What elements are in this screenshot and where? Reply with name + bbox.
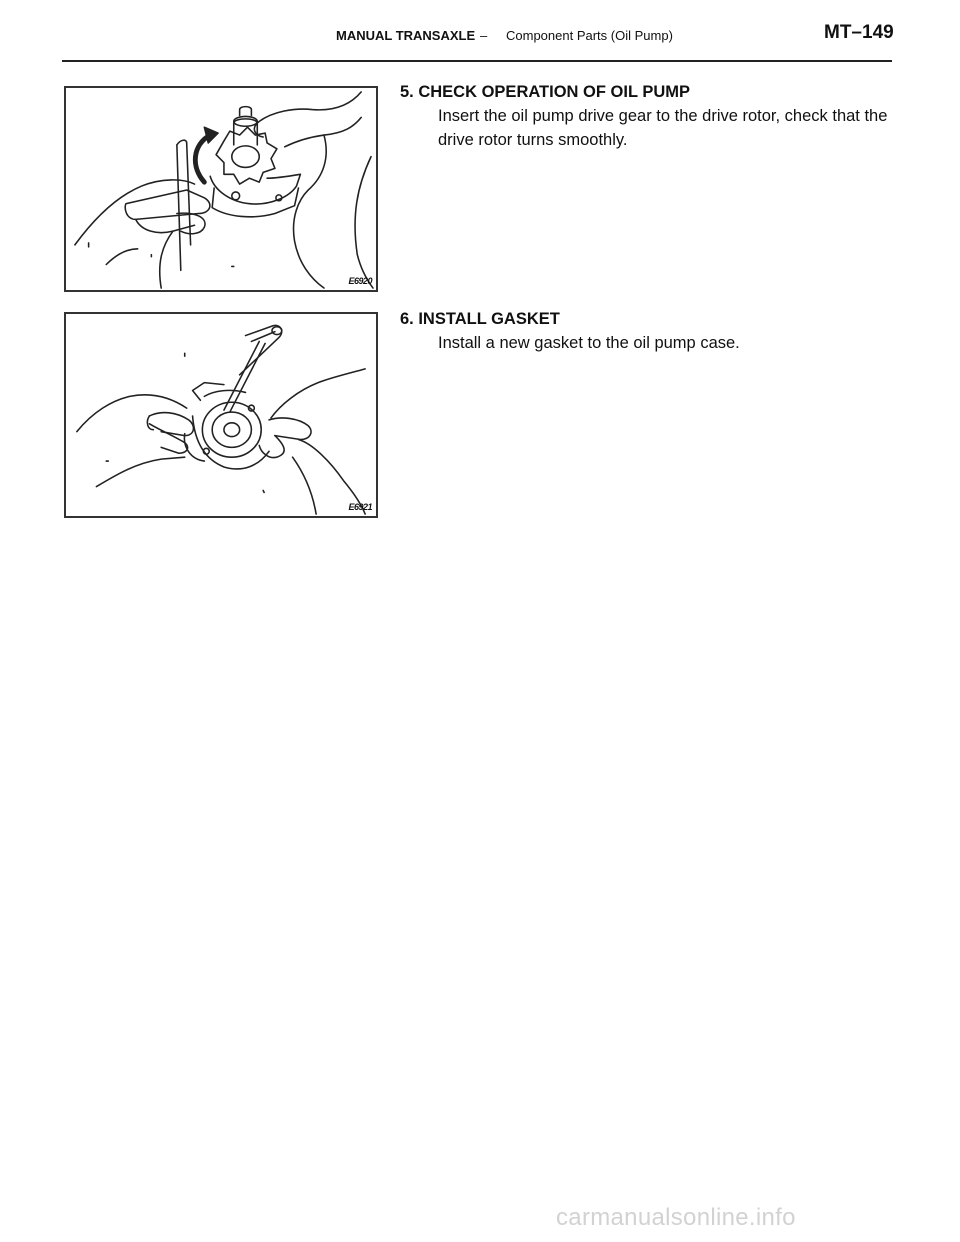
oil-pump-drive-gear-illustration: [66, 88, 376, 290]
step-install-gasket: [400, 307, 920, 355]
subsection-title: Component Parts (Oil Pump): [506, 28, 673, 43]
figure-code: E6921: [348, 502, 372, 512]
header-rule: [62, 60, 892, 62]
gasket-install-illustration: [66, 314, 376, 516]
step-title: 5. CHECK OPERATION OF OIL PUMP: [400, 83, 690, 101]
section-title: MANUAL TRANSAXLE: [336, 28, 476, 43]
step-check-oil-pump: [400, 80, 920, 152]
step-body: Install a new gasket to the oil pump case.: [438, 334, 740, 352]
header-separator: –: [480, 28, 488, 43]
step-title: 6. INSTALL GASKET: [400, 310, 560, 328]
step-body: Insert the oil pump drive gear to the drive rotor, check that the drive rotor turns smoothly.: [438, 107, 888, 149]
page-number: MT–149: [824, 22, 894, 43]
figure-install-gasket: [64, 312, 378, 518]
figure-oil-pump-operation: [64, 86, 378, 292]
figure-code: E6920: [348, 276, 372, 286]
watermark: carmanualsonline.info: [556, 1204, 796, 1231]
